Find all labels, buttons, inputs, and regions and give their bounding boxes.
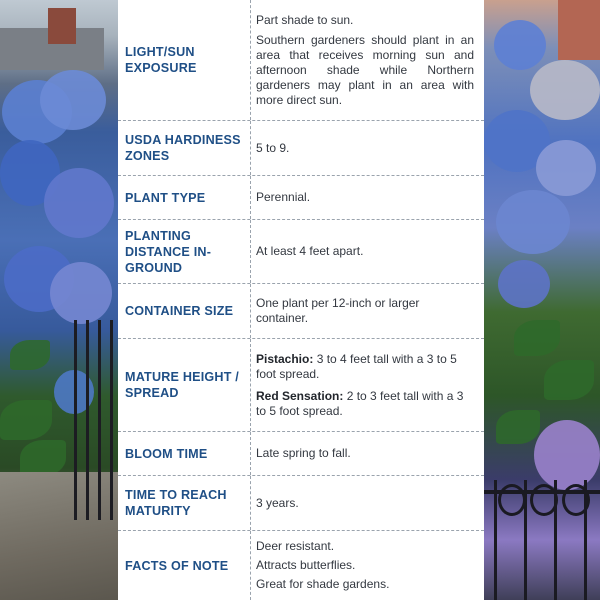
- leaf: [0, 400, 52, 440]
- table-row-container-size: [118, 284, 484, 339]
- row-value: [251, 0, 484, 120]
- hydrangea-photo-right: [482, 0, 600, 600]
- value-entry: [256, 352, 474, 382]
- hydrangea-bloom: [40, 70, 106, 130]
- row-value: [251, 220, 484, 283]
- value-text: One plant per 12-inch or larger container.: [256, 296, 420, 325]
- leaf: [10, 340, 50, 370]
- value-text: Late spring to fall.: [256, 446, 351, 460]
- value-text: Part shade to sun.: [256, 12, 354, 27]
- variety-name: Red Sensation:: [256, 388, 344, 403]
- row-value: [251, 531, 484, 600]
- row-label: PLANTING DISTANCE IN-GROUND: [118, 220, 251, 283]
- value-entry: [256, 389, 474, 419]
- row-value: [251, 432, 484, 475]
- leaf: [544, 360, 594, 400]
- table-row-bloom-time: [118, 432, 484, 476]
- value-text: Great for shade gardens.: [256, 577, 390, 591]
- row-label: USDA HARDINESS ZONES: [118, 121, 251, 175]
- row-label: TIME TO REACH MATURITY: [118, 476, 251, 530]
- table-row-light-sun-exposure: [118, 0, 484, 121]
- row-label: LIGHT/SUN EXPOSURE: [118, 0, 251, 120]
- hydrangea-bloom: [44, 168, 114, 238]
- row-label: BLOOM TIME: [118, 432, 251, 475]
- table-row-usda-hardiness-zones: [118, 121, 484, 176]
- plant-info-table: [118, 0, 484, 600]
- value-text: 5 to 9.: [256, 140, 290, 155]
- value-text: Perennial.: [256, 190, 311, 204]
- row-label: FACTS OF NOTE: [118, 531, 251, 600]
- row-value: [251, 476, 484, 530]
- hydrangea-bloom: [494, 20, 546, 70]
- table-row-plant-type: [118, 176, 484, 220]
- brick-wall: [558, 0, 600, 60]
- hydrangea-photo-left: [0, 0, 118, 600]
- row-value: [251, 121, 484, 175]
- hydrangea-bloom: [498, 260, 550, 308]
- hydrangea-bloom: [530, 60, 600, 120]
- leaf: [20, 440, 66, 476]
- leaf: [514, 320, 560, 356]
- variety-text: 3 to 4 feet tall with a 3 to 5 foot spread.: [256, 351, 457, 381]
- value-text: At least 4 feet apart.: [256, 244, 364, 258]
- value-text: Southern gardeners should plant in an area that receives morning sun and afternoon shade while Northern gardeners may plant in an area with more direct sun.: [256, 32, 474, 107]
- variety-name: Pistachio:: [256, 351, 314, 366]
- row-label: MATURE HEIGHT / SPREAD: [118, 339, 251, 431]
- variety-text: 2 to 3 feet tall with a 3 to 5 foot spread.: [256, 388, 464, 418]
- hydrangea-bloom: [536, 140, 596, 196]
- value-text: 3 years.: [256, 495, 299, 510]
- hydrangea-bloom: [50, 262, 112, 324]
- table-row-mature-height-spread: [118, 339, 484, 432]
- leaf: [496, 410, 540, 444]
- row-label: CONTAINER SIZE: [118, 284, 251, 338]
- iron-fence-left: [70, 320, 120, 520]
- row-value: [251, 284, 484, 338]
- value-text: Attracts butterflies.: [256, 558, 356, 572]
- chimney: [48, 8, 76, 44]
- table-row-facts-of-note: [118, 531, 484, 600]
- table-row-planting-distance: [118, 220, 484, 284]
- hydrangea-bloom: [496, 190, 570, 254]
- value-text: Deer resistant.: [256, 539, 335, 553]
- row-label: PLANT TYPE: [118, 176, 251, 219]
- iron-fence-right: [484, 480, 600, 600]
- table-row-time-to-maturity: [118, 476, 484, 531]
- row-value: [251, 176, 484, 219]
- row-value: [251, 339, 484, 431]
